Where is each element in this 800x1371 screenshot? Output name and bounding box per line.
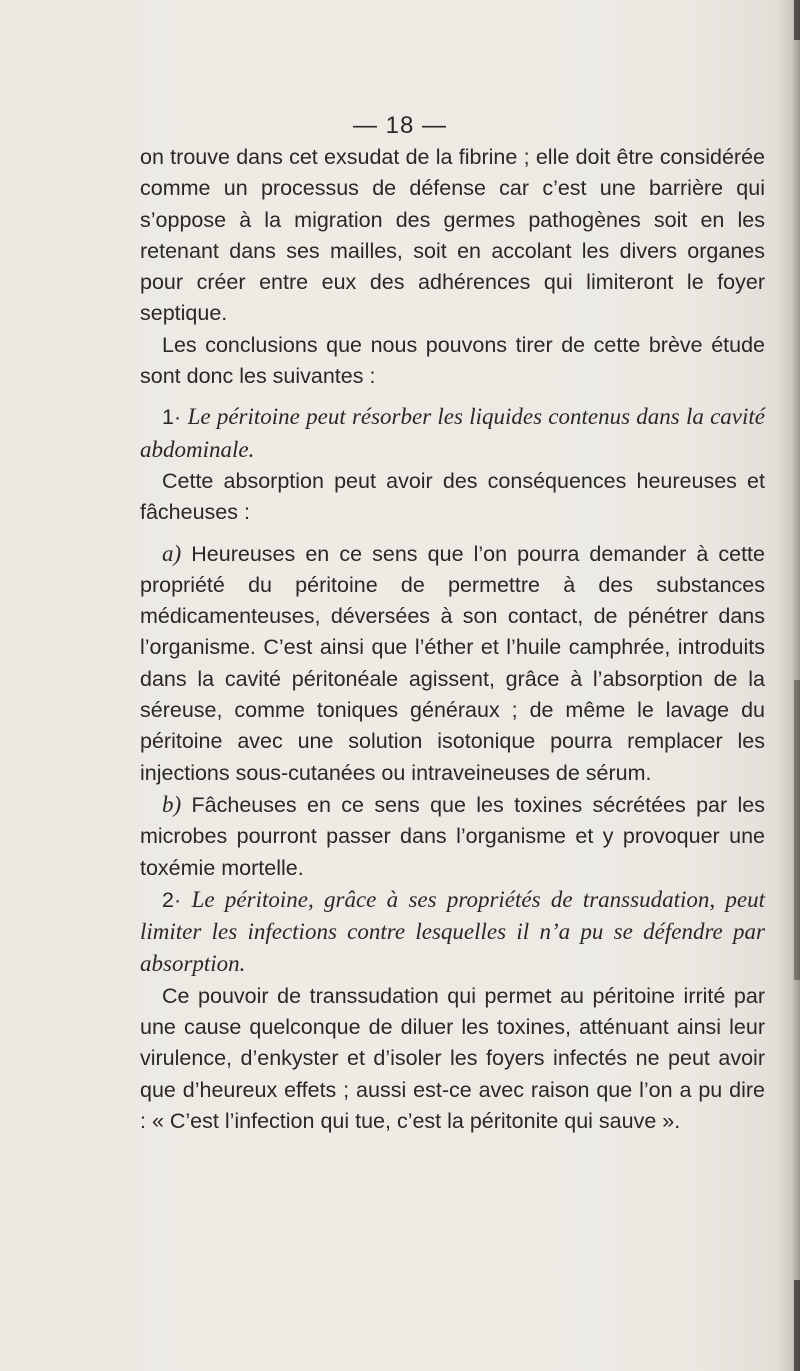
page-edge-mark	[794, 0, 800, 40]
numbered-conclusion	[140, 401, 765, 466]
point-text: Heureuses en ce sens que l’on pourra demander à cette propriété du péritoine de permettre à des substances médicamenteuses, déversées à son contact, de pénétrer dans l’organisme. C’est ainsi que l’éther et l’huile camphrée, introduits dans la cavité péritonéale agissent, grâce à l’absorption de la séreuse, comme toniques généraux ; de même le lavage du péritoine avec une solution isotonique pourra remplacer les injections sous-cutanées ou intraveineuses de sérum.	[140, 541, 765, 785]
page-edge-mark	[794, 680, 800, 980]
paragraph: on trouve dans cet exsudat de la fibrine ; elle doit être considérée comme un processus de défense car c’est une barrière qui s’oppose à la migration des germes pathogènes soit en les retenant dans ses mailles, soit en accolant les divers organes pour créer entre eux des adhérences qui limiteront le foyer septique.	[140, 145, 765, 326]
numbered-conclusion	[140, 884, 765, 981]
point-text: Fâcheuses en ce sens que les toxines sécrétées par les microbes pourront passer dans l’organisme et y provoquer une toxémie mortelle.	[140, 792, 765, 880]
lettered-point	[140, 789, 765, 884]
paragraph: Les conclusions que nous pouvons tirer de cette brève étude sont donc les suivantes :	[140, 332, 765, 389]
point-letter: a)	[162, 540, 182, 566]
conclusion-statement: Le péritoine peut résorber les liquides contenus dans la cavité abdominale.	[140, 404, 765, 462]
page-edge-mark	[794, 1280, 800, 1371]
body-text	[140, 142, 765, 1137]
paragraph: Cette absorption peut avoir des conséquences heureuses et fâcheuses :	[140, 468, 765, 525]
paragraph: Ce pouvoir de transsudation qui permet au péritoine irrité par une cause quelconque de diluer les toxines, atténuant ainsi leur virulence, d’enkyster et d’isoler les foyers infectés ne peut avoir que d’heureux effets ; aussi est-ce avec raison que l’on a pu dire : « C’est l’infection qui tue, c’est la péritonite qui sauve ».	[140, 983, 765, 1133]
conclusion-statement: Le péritoine, grâce à ses propriétés de transsudation, peut limiter les infections contre lesquelles il n’a pu se défendre par absorption.	[140, 886, 765, 977]
point-letter: b)	[162, 791, 182, 817]
page-number: — 18 —	[352, 112, 448, 139]
lettered-point	[140, 538, 765, 789]
conclusion-number: 1·	[162, 405, 182, 430]
conclusion-number: 2·	[162, 887, 182, 912]
